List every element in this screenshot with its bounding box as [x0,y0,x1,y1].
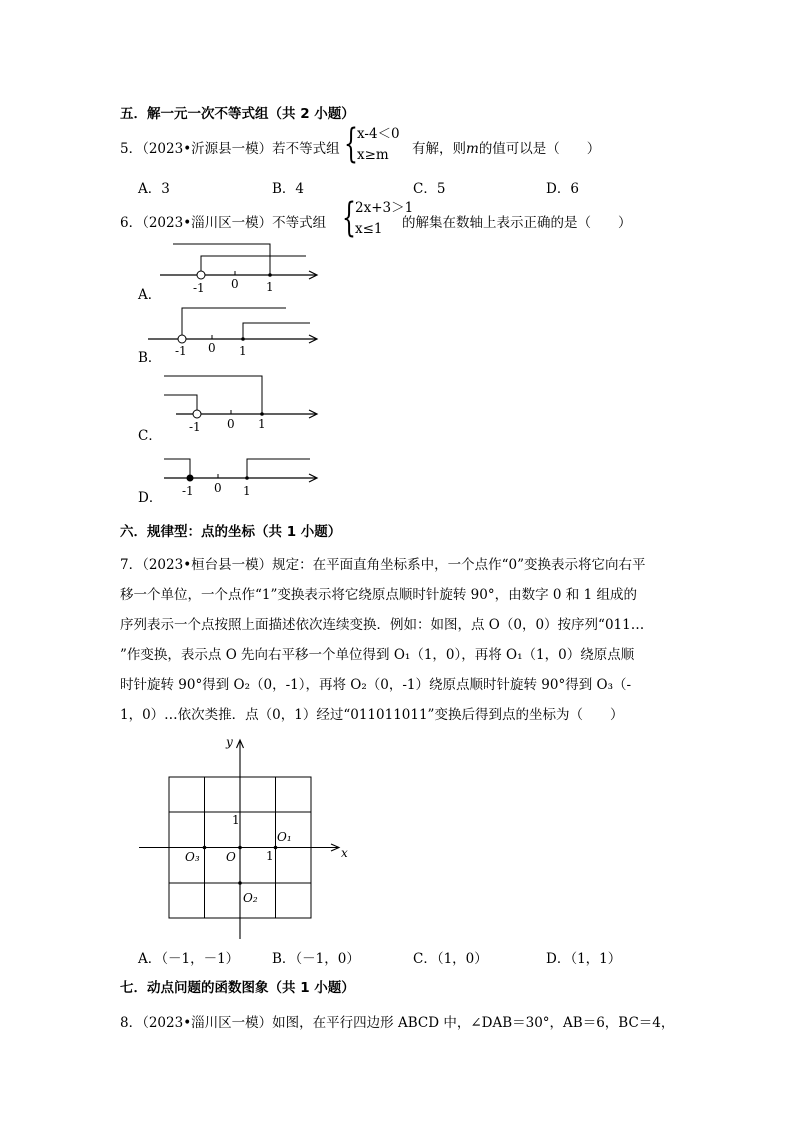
q7-line-5: 时针旋转 90°得到 O₂（0，-1），再将 O₂（0，-1）绕原点顺时针旋转 90°得到 O₃（- [120,677,632,693]
q7-O1-label: O₁ [277,830,292,844]
q6-c-tick-minus1: -1 [189,420,201,434]
q6-option-b-label[interactable]: B． [138,350,162,366]
q7-line-6: 1，0）…依次类推．点（0，1）经过“011011011”变换后得到点的坐标为（ ） [120,707,624,723]
q5-option-b[interactable]: B．4 [272,181,305,197]
q6-c-tick-1: 1 [258,417,266,431]
q5-eq2: x≥m [357,147,389,163]
q5-option-c[interactable]: C．5 [413,181,446,197]
q5-brace-icon: { [344,121,358,167]
q7-line-3: 序列表示一个点按照上面描述依次连续变换．例如：如图，点 O（0，0）按序列“011… [120,617,645,633]
q5-option-d[interactable]: D．6 [546,181,579,197]
q7-line-4: ”作变换，表示点 O 先向右平移一个单位得到 O₁（1，0），再将 O₁（1，0）绕原点顺 [120,647,635,663]
q6-brace-icon: { [342,195,356,241]
q6-stem-end: 的解集在数轴上表示正确的是（ ） [402,215,632,231]
q6-b-tick-1: 1 [239,344,247,358]
q7-option-a[interactable]: A．（－1，－1） [138,951,240,967]
q7-option-b[interactable]: B．（－1，0） [272,951,360,967]
q6-b-tick-0: 0 [208,341,216,355]
section-7-title: 七．动点问题的函数图象（共 1 小题） [120,980,355,996]
q7-option-c[interactable]: C．（1，0） [413,951,488,967]
section-5-title: 五．解一元一次不等式组（共 2 小题） [120,106,355,122]
q6-stem-start: 6．（2023•淄川区一模）不等式组 [120,215,327,231]
q5-stem-b: 有解，则 [412,141,466,157]
q5-stem-c: 的值可以是（ ） [478,141,601,157]
q7-x-one-label: 1 [266,849,274,863]
q7-y-one-label: 1 [232,813,240,827]
q7-O2-label: O₂ [243,891,258,905]
section-6-title: 六．规律型：点的坐标（共 1 小题） [120,524,342,540]
q7-O3-label: O₃ [185,850,200,864]
q7-line-2: 移一个单位，一个点作“1”变换表示将它绕原点顺时针旋转 90°，由数字 0 和 1 组成的 [120,587,637,603]
q7-x-axis-label: x [341,846,348,860]
q5-option-a[interactable]: A．3 [138,181,170,197]
q6-option-d-label[interactable]: D． [138,490,163,506]
q6-b-tick-minus1: -1 [175,344,187,358]
q6-a-tick-minus1: -1 [193,281,205,295]
q7-option-d[interactable]: D．（1，1） [546,951,622,967]
q6-c-tick-0: 0 [227,417,235,431]
q6-eq1: 2x+3＞1 [355,200,414,216]
q8-stem: 8．（2023•淄川区一模）如图，在平行四边形 ABCD 中，∠DAB＝30°，AB＝6，BC＝4， [120,1015,675,1031]
q6-eq2: x≤1 [355,221,383,237]
q7-y-axis-label: y [226,735,233,749]
q6-d-tick-1: 1 [243,484,251,498]
q6-d-tick-minus1: -1 [182,484,194,498]
q5-stem-start: 5．（2023•沂源县一模）若不等式组 [120,141,340,157]
q7-origin-label: O [226,850,236,864]
q6-option-a-label[interactable]: A． [138,287,162,303]
q7-line-1: 7．（2023•桓台县一模）规定：在平面直角坐标系中，一个点作“0”变换表示将它向右平 [120,557,646,573]
q5-var-m: m [466,141,479,157]
q6-a-tick-1: 1 [266,280,274,294]
q5-eq1: x-4＜0 [357,126,400,142]
q6-option-c-label[interactable]: C． [138,428,162,444]
q6-a-tick-0: 0 [231,277,239,291]
q6-d-tick-0: 0 [214,481,222,495]
